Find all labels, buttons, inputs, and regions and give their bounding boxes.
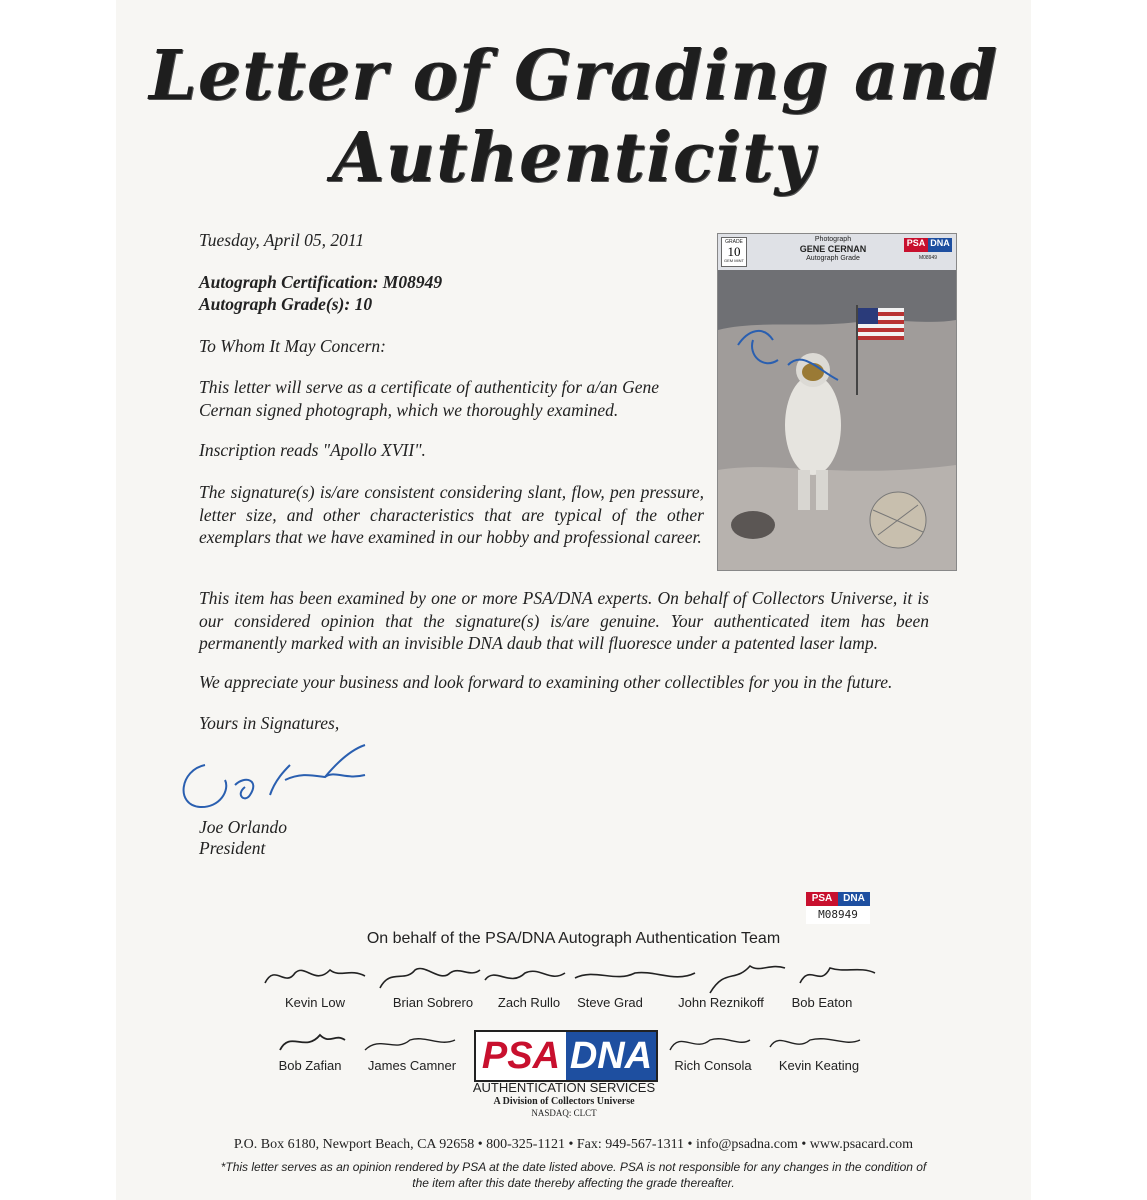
autograph-grade: Autograph Grade(s): 10: [199, 294, 373, 314]
signer-title: President: [199, 838, 266, 858]
title-line-2: Authenticity: [331, 118, 816, 198]
member-name: John Reznikoff: [678, 995, 764, 1010]
title-line-1: Letter of Grading and: [149, 36, 998, 116]
member-name: Bob Zafian: [278, 1058, 342, 1073]
nasdaq-text: NASDAQ: CLCT: [531, 1108, 597, 1118]
member-name: Rich Consola: [674, 1058, 752, 1073]
label-subject: GENE CERNAN: [799, 244, 867, 254]
grade-label: [718, 234, 956, 271]
paragraph-examined: This item has been examined by one or more PSA/DNA experts. On behalf of Collectors Universe, it is our considered opinion that the signature(s) is/are genuine. Your authenticated item has been permanently marked with an invisible DNA daub that will fluoresce under a patented laser lamp.: [199, 588, 929, 653]
member-name: Kevin Keating: [778, 1058, 860, 1073]
grade-sub: GEM MINT: [724, 258, 744, 263]
label-grade-type: Autograph Grade: [806, 255, 860, 262]
logo-dna: DNA: [566, 1032, 656, 1080]
member-name: Steve Grad: [577, 995, 643, 1010]
team-heading: On behalf of the PSA/DNA Autograph Authentication Team: [366, 930, 781, 947]
sticker-number: M08949: [818, 908, 858, 921]
member-name: Brian Sobrero: [392, 995, 474, 1010]
president-signature: [175, 735, 375, 815]
member-name: Bob Eaton: [791, 995, 853, 1010]
footer-disclaimer-2: the item after this date thereby affecting the grade thereafter.: [412, 1176, 735, 1190]
cert-number: Autograph Certification: M08949: [199, 272, 443, 292]
team-signatures-row-1: [255, 958, 895, 998]
label-logo: [904, 238, 952, 252]
footer-address: P.O. Box 6180, Newport Beach, CA 92658 • 800-325-1121 • Fax: 949-567-1311 • info@psadna.com • www.psacard.com: [233, 1137, 914, 1152]
grade-box: [721, 237, 747, 267]
letter-date: Tuesday, April 05, 2011: [199, 230, 365, 250]
label-logo-psa: PSA: [904, 238, 928, 252]
division-text: A Division of Collectors Universe: [493, 1096, 635, 1107]
paragraph-inscription: Inscription reads "Apollo XVII".: [199, 440, 426, 460]
member-name: Kevin Low: [285, 995, 345, 1010]
graded-photo: [717, 233, 957, 571]
sticker-logo-dna: DNA: [838, 892, 870, 906]
grade-word: GRADE: [725, 239, 743, 245]
grade-value: 10: [727, 244, 741, 259]
footer-disclaimer-1: *This letter serves as an opinion rendered by PSA at the date listed above. PSA is not responsible for any changes in the condition of: [220, 1160, 927, 1174]
logo-psa: PSA: [476, 1032, 566, 1080]
paragraph-appreciate: We appreciate your business and look forward to examining other collectibles for you in the future.: [199, 672, 893, 692]
sticker-logo-psa: PSA: [806, 892, 838, 906]
member-name: James Camner: [367, 1058, 457, 1073]
closing: Yours in Signatures,: [199, 713, 340, 733]
moon-photo: [718, 270, 956, 570]
authentication-services: AUTHENTICATION SERVICES: [472, 1080, 656, 1095]
signer-name: Joe Orlando: [199, 817, 287, 837]
salutation: To Whom It May Concern:: [199, 336, 386, 356]
label-cert-number: M08949: [918, 255, 938, 261]
member-name: Zach Rullo: [497, 995, 561, 1010]
psa-dna-sticker: [806, 892, 870, 924]
paragraph-certificate: This letter will serve as a certificate of authenticity for a/an Gene Cernan signed photograph, which we thoroughly examined.: [199, 377, 659, 420]
label-type: Photograph: [814, 236, 852, 243]
label-logo-dna: DNA: [928, 238, 952, 252]
paragraph-characteristics: The signature(s) is/are consistent considering slant, flow, pen pressure, letter size, and other characteristics that are typical of the other exemplars that we have examined in our hobby and professional career.: [199, 482, 704, 547]
psa-dna-logo: [474, 1030, 658, 1082]
